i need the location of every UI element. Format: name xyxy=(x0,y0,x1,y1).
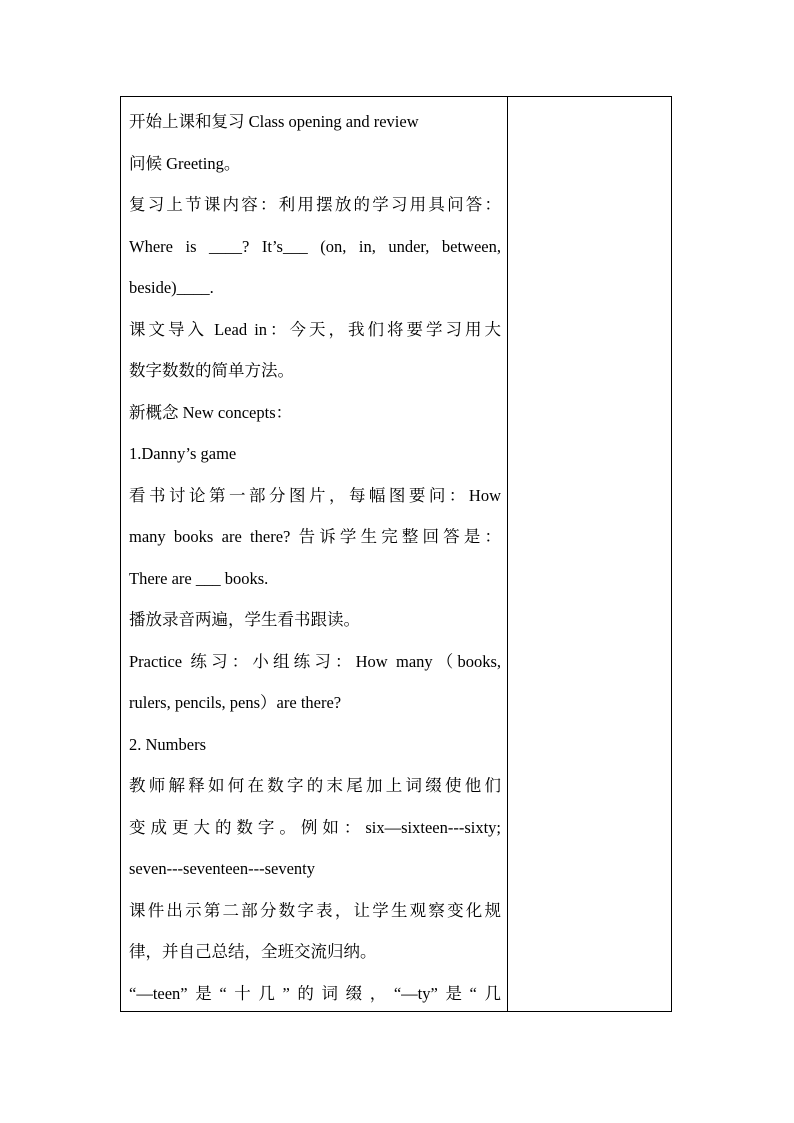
lead-in-cont: 数字数数的简单方法。 xyxy=(129,361,294,380)
class-opening-heading: 开始上课和复习 Class opening and review xyxy=(129,112,419,131)
notes-cell xyxy=(508,97,671,1011)
teaching-process-cell xyxy=(129,101,501,1014)
section-dannys-game: 1.Danny’s game xyxy=(129,444,237,463)
lead-in-heading: 课文导入 Lead in：今天，我们将要学习用大 xyxy=(129,319,501,339)
practice-instruction-cont: rulers, pencils, pens）are there? xyxy=(129,693,342,712)
lesson-plan-table xyxy=(120,96,672,1012)
review-instruction: 复习上节课内容：利用摆放的学习用具问答： xyxy=(129,195,501,214)
numbers-example-cont: seven---seventeen---seventy xyxy=(129,859,315,878)
suffix-rule: “—teen”是“十几”的词缀，“—ty”是“几 xyxy=(129,983,501,1003)
practice-instruction: Practice 练习：小组练习：How many（books, xyxy=(129,651,501,671)
number-table-instruction: 课件出示第二部分数字表，让学生观察变化规 xyxy=(129,900,501,920)
picture-discussion-cont: many books are there? 告诉学生完整回答是： xyxy=(129,527,501,546)
new-concepts-heading: 新概念 New concepts： xyxy=(129,402,293,422)
numbers-explanation: 教师解释如何在数字的末尾加上词缀使他们 xyxy=(129,776,501,795)
greeting-line: 问候 Greeting。 xyxy=(129,153,241,173)
number-table-instruction-cont: 律，并自己总结，全班交流归纳。 xyxy=(129,942,377,961)
recording-instruction: 播放录音两遍，学生看书跟读。 xyxy=(129,610,360,629)
answer-pattern: There are ___ books. xyxy=(129,568,269,588)
section-numbers: 2. Numbers xyxy=(129,734,206,754)
review-question-pattern: Where is ____? It’s___ (on, in, under, between, xyxy=(129,236,501,256)
numbers-example: 变成更大的数字。例如：six—sixteen---sixty; xyxy=(129,817,501,837)
picture-discussion: 看书讨论第一部分图片，每幅图要问：How xyxy=(129,485,501,505)
review-question-pattern-cont: beside)____. xyxy=(129,278,214,297)
